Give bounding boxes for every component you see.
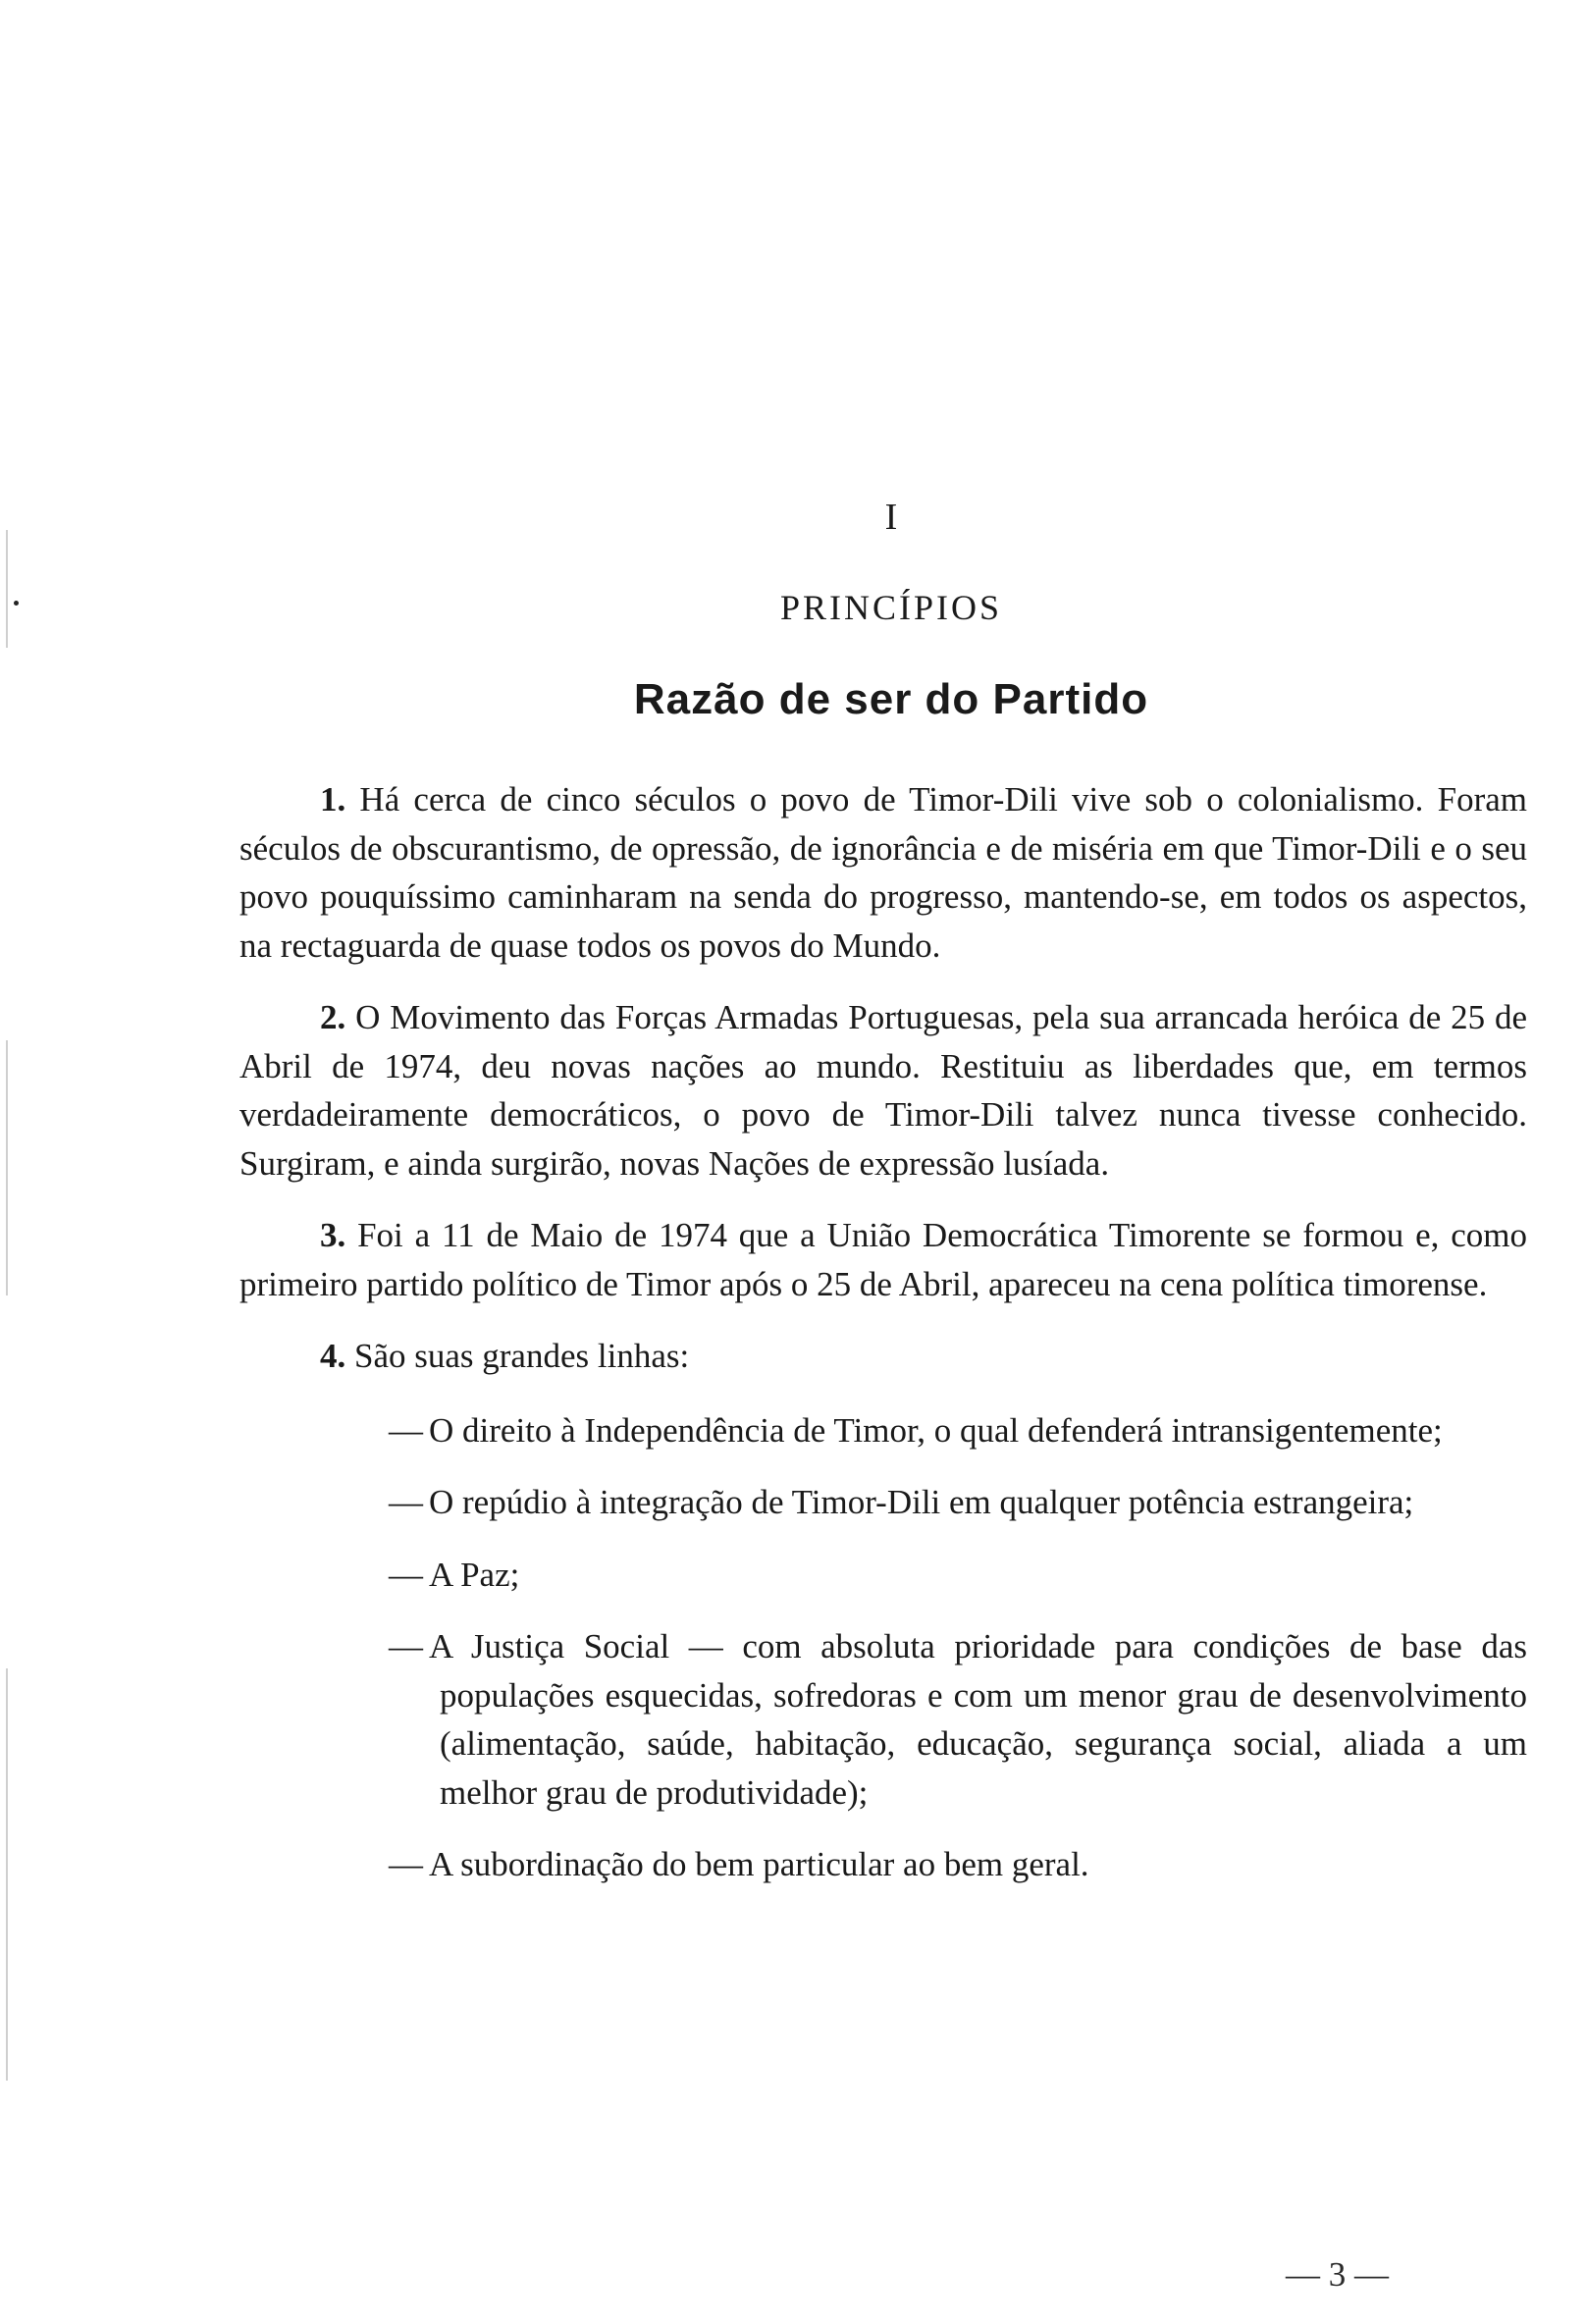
paragraph-text: Há cerca de cinco séculos o povo de Timor-Dili vive sob o colonialismo. Foram séculos de obscurantismo, de opressão, de ignorância e de miséria em que Timor-Dili e o seu povo pouquíssimo caminharam na senda do progresso, mantendo-se, em todos os aspectos, na rectaguarda de quase todos os povos do Mundo. bbox=[239, 780, 1527, 965]
scan-edge-mark bbox=[6, 1668, 8, 2081]
principles-list bbox=[239, 1406, 1527, 1889]
paragraph-number: 3. bbox=[320, 1216, 346, 1254]
list-dash: — bbox=[389, 1845, 423, 1883]
paragraph-number: 2. bbox=[320, 998, 346, 1036]
list-item bbox=[239, 1622, 1527, 1817]
page-number: — 3 — bbox=[1286, 2255, 1389, 2294]
list-dash: — bbox=[389, 1410, 423, 1450]
list-item-text: A subordinação do bem particular ao bem geral. bbox=[429, 1845, 1089, 1883]
paragraph-text: O Movimento das Forças Armadas Portuguesas, pela sua arrancada heróica de 25 de Abril de 1974, deu novas nações ao mundo. Restituiu as liberdades que, em termos verdadeiramente democráticos, o povo de Timor-Dili talvez nunca tivesse conhecido. Surgiram, e ainda surgirão, novas Nações de expressão lusíada. bbox=[239, 998, 1528, 1183]
list-dash: — bbox=[389, 1555, 423, 1594]
paragraph-4 bbox=[239, 1332, 1527, 1381]
paragraph-number: 1. bbox=[320, 780, 346, 819]
paragraph-number: 4. bbox=[320, 1337, 346, 1375]
chapter-subtitle: Razão de ser do Partido bbox=[633, 675, 1149, 723]
list-item bbox=[239, 1840, 1527, 1889]
list-item bbox=[239, 1551, 1527, 1600]
body-text bbox=[239, 775, 1527, 1913]
list-item bbox=[239, 1478, 1527, 1527]
paragraph-text: São suas grandes linhas: bbox=[354, 1337, 690, 1375]
list-item-text: O repúdio à integração de Timor-Dili em qualquer potência estrangeira; bbox=[429, 1483, 1414, 1521]
section-title: PRINCÍPIOS bbox=[779, 588, 1003, 627]
chapter-number: I bbox=[884, 497, 898, 538]
list-item-text: A Paz; bbox=[429, 1555, 520, 1594]
paragraph-1 bbox=[239, 775, 1527, 970]
list-dash: — bbox=[389, 1627, 423, 1665]
scan-edge-mark bbox=[6, 1040, 8, 1295]
list-dash: — bbox=[389, 1483, 423, 1521]
paragraph-text: Foi a 11 de Maio de 1974 que a União Democrática Timorente se formou e, como primeiro partido político de Timor após o 25 de Abril, apareceu na cena política timorense. bbox=[239, 1216, 1528, 1303]
list-item-text: A Justiça Social — com absoluta prioridade para condições de base das populações esquecidas, sofredoras e com um menor grau de desenvolvimento (alimentação, saúde, habitação, educação, segurança social, aliada a um melhor grau de produtividade); bbox=[429, 1627, 1527, 1812]
paragraph-3 bbox=[239, 1211, 1527, 1308]
list-item-text: O direito à Independência de Timor, o qual defenderá intransigentemente; bbox=[429, 1410, 1443, 1450]
paragraph-2 bbox=[239, 993, 1527, 1188]
list-item bbox=[239, 1406, 1527, 1455]
